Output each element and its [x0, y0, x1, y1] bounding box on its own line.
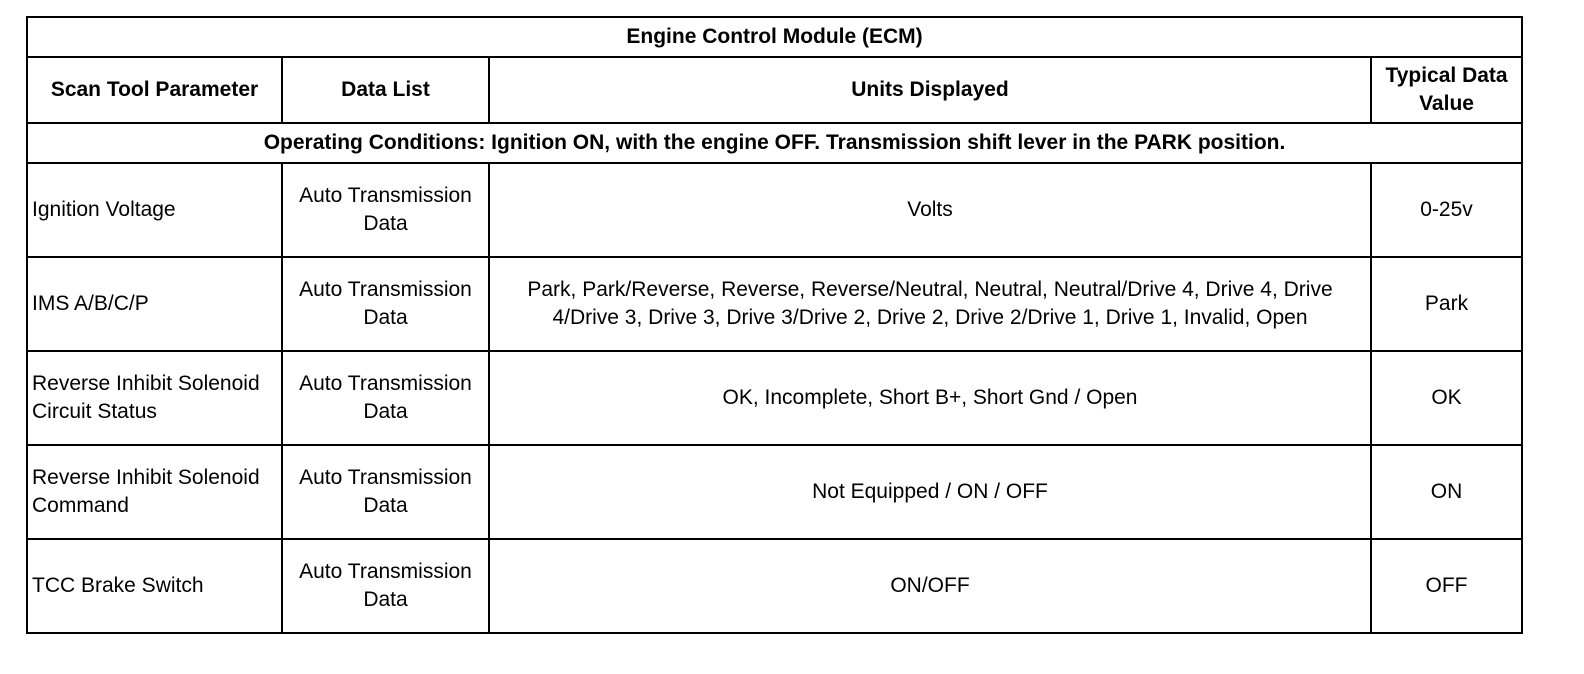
data-list-cell: Auto Transmission Data	[282, 257, 489, 351]
typical-value-cell: Park	[1371, 257, 1522, 351]
table-row	[27, 445, 1522, 539]
parameter-cell: Reverse Inhibit Solenoid Command	[27, 445, 282, 539]
column-header-parameter: Scan Tool Parameter	[27, 57, 282, 123]
typical-value-cell: OFF	[1371, 539, 1522, 633]
table-title-row	[27, 17, 1522, 57]
typical-value-cell: ON	[1371, 445, 1522, 539]
table-row	[27, 539, 1522, 633]
column-header-data-list: Data List	[282, 57, 489, 123]
table-title: Engine Control Module (ECM)	[27, 17, 1522, 57]
units-cell: Volts	[489, 163, 1371, 257]
ecm-parameter-table	[26, 16, 1523, 634]
table-row	[27, 351, 1522, 445]
typical-value-cell: 0-25v	[1371, 163, 1522, 257]
typical-value-cell: OK	[1371, 351, 1522, 445]
units-cell: Park, Park/Reverse, Reverse, Reverse/Neutral, Neutral, Neutral/Drive 4, Drive 4, Drive 4/Drive 3, Drive 3, Drive 3/Drive 2, Drive 2, Drive 2/Drive 1, Drive 1, Invalid, Open	[489, 257, 1371, 351]
data-list-cell: Auto Transmission Data	[282, 163, 489, 257]
column-header-row	[27, 57, 1522, 123]
units-cell: ON/OFF	[489, 539, 1371, 633]
data-list-cell: Auto Transmission Data	[282, 539, 489, 633]
data-list-cell: Auto Transmission Data	[282, 351, 489, 445]
parameter-cell: Reverse Inhibit Solenoid Circuit Status	[27, 351, 282, 445]
parameter-cell: Ignition Voltage	[27, 163, 282, 257]
column-header-units: Units Displayed	[489, 57, 1371, 123]
parameter-cell: IMS A/B/C/P	[27, 257, 282, 351]
column-header-typical: Typical Data Value	[1371, 57, 1522, 123]
units-cell: OK, Incomplete, Short B+, Short Gnd / Open	[489, 351, 1371, 445]
operating-conditions: Operating Conditions: Ignition ON, with the engine OFF. Transmission shift lever in the PARK position.	[27, 123, 1522, 163]
table-row	[27, 257, 1522, 351]
data-list-cell: Auto Transmission Data	[282, 445, 489, 539]
table-row	[27, 163, 1522, 257]
operating-conditions-row	[27, 123, 1522, 163]
units-cell: Not Equipped / ON / OFF	[489, 445, 1371, 539]
parameter-cell: TCC Brake Switch	[27, 539, 282, 633]
